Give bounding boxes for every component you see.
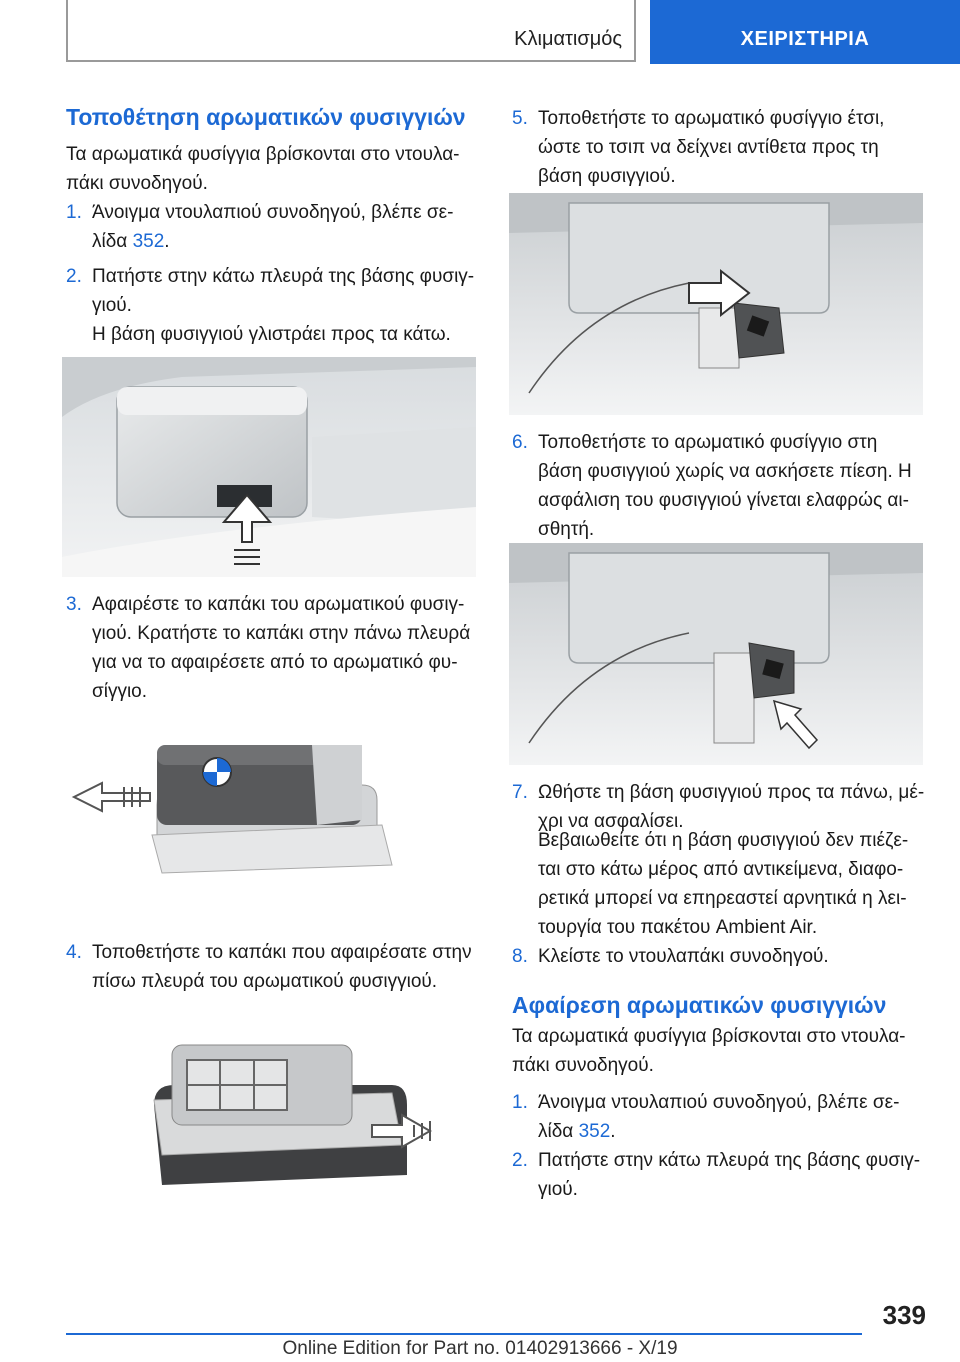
remove-intro: Τα αρωματικά φυσίγγια βρίσκονται στο ντουλα- πάκι συνοδηγού. <box>512 1026 906 1076</box>
install-step-7-note: Βεβαιωθείτε ότι η βάση φυσιγγιού δεν πιέζε- ται στο κάτω μέρος από αντικείμενα, διαφο- ρετικά μπορεί να επηρεαστεί αρνητικά η λει- τουργία του πακέτου Ambient Air. <box>538 830 909 938</box>
step-number: 6. <box>512 432 528 453</box>
page-link-352[interactable]: 352 <box>578 1121 611 1142</box>
install-intro: Τα αρωματικά φυσίγγια βρίσκονται στο ντουλα- πάκι συνοδηγού. <box>66 144 460 194</box>
illustration-cap-back <box>62 1025 476 1195</box>
chapter-tab[interactable] <box>650 0 960 64</box>
step-number: 4. <box>66 942 82 963</box>
photo-cartridge-orientation <box>509 193 923 415</box>
chapter-title: ΧΕΙΡΙΣΤΗΡΙΑ <box>740 28 870 50</box>
step-number: 3. <box>66 594 82 615</box>
footer-edition: Online Edition for Part no. 01402913666 - X/19 <box>282 1338 678 1359</box>
page-link-352[interactable]: 352 <box>132 231 165 252</box>
section-title: Κλιματισμός <box>514 28 622 50</box>
remove-heading: Αφαίρεση αρωματικών φυσιγγιών <box>512 992 887 1018</box>
step-number: 1. <box>512 1092 528 1113</box>
photo-insert-cartridge <box>509 543 923 765</box>
step-number: 8. <box>512 946 528 967</box>
step-number: 7. <box>512 782 528 803</box>
step-number: 5. <box>512 108 528 129</box>
step-number: 1. <box>66 202 82 223</box>
footer-divider <box>66 1333 862 1335</box>
photo-press-holder <box>62 357 476 577</box>
step-number: 2. <box>66 266 82 287</box>
illustration-remove-cap <box>62 725 476 875</box>
install-step-2-note: Η βάση φυσιγγιού γλιστράει προς τα κάτω. <box>92 324 451 345</box>
page-number: 339 <box>882 1300 926 1330</box>
install-heading: Τοποθέτηση αρωματικών φυσιγγιών <box>66 104 466 130</box>
header-section-box <box>66 0 636 62</box>
step-number: 2. <box>512 1150 528 1171</box>
